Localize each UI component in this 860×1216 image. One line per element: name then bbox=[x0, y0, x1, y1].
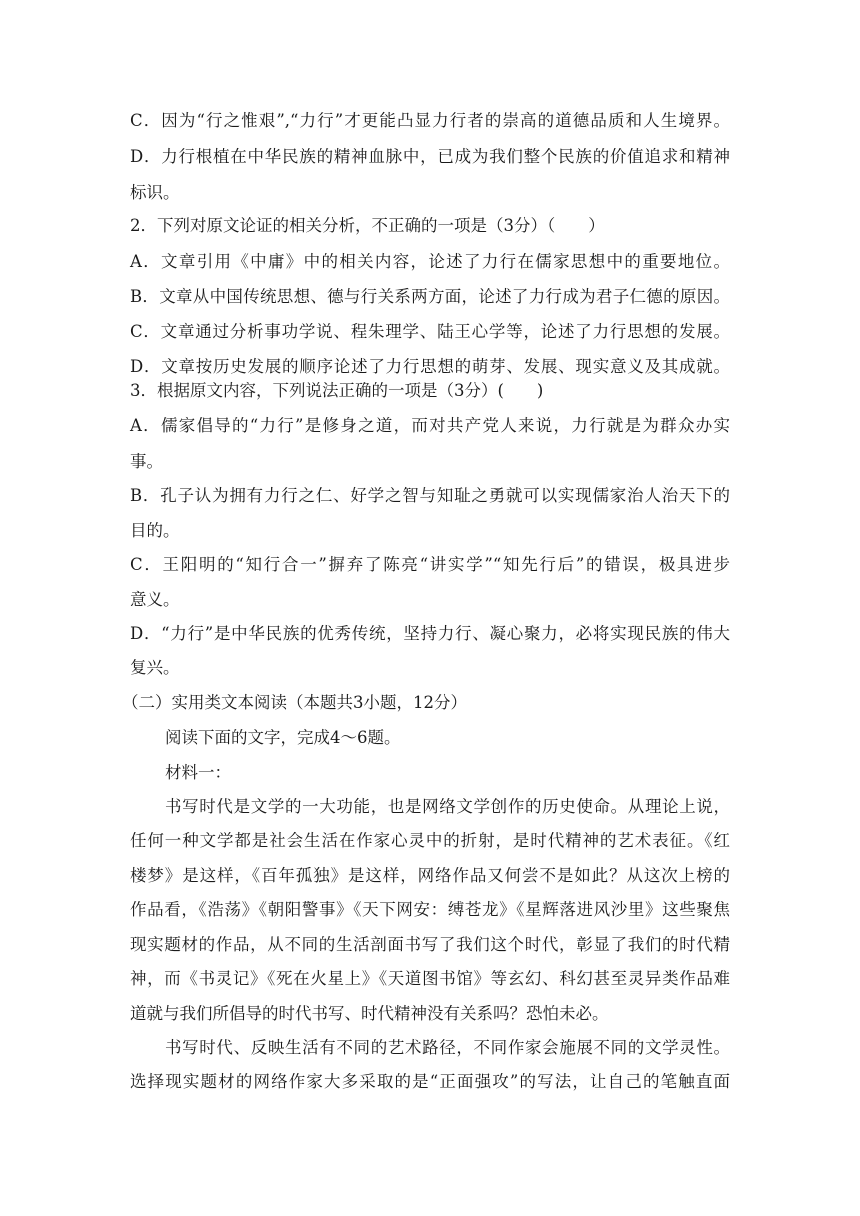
paragraph-line: 作品看，《浩荡》《朝阳警事》《天下网安：缚苍龙》《星辉落进风沙里》这些聚焦 bbox=[130, 900, 730, 919]
paragraph-line: 书写时代是文学的一大功能，也是网络文学创作的历史使命。从理论上说， bbox=[165, 797, 730, 816]
q3-option-d: D．“力行”是中华民族的优秀传统，坚持力行、凝心聚力，必将实现民族的伟大 bbox=[130, 624, 730, 643]
q3-option-c: C．王阳明的“知行合一”摒弃了陈亮“讲实学”“知先行后”的错误，极具进步 bbox=[130, 555, 730, 574]
paragraph-line: 神，而《书灵记》《死在火星上》《天道图书馆》等玄幻、科幻甚至灵异类作品难 bbox=[130, 969, 730, 988]
q2-option-a: A．文章引用《中庸》中的相关内容，论述了力行在儒家思想中的重要地位。 bbox=[130, 252, 730, 271]
q2-stem: 2．下列对原文论证的相关分析，不正确的一项是（3分）（ ） bbox=[130, 216, 605, 235]
q3-option-b: B．孔子认为拥有力行之仁、好学之智与知耻之勇就可以实现儒家治人治天下的 bbox=[130, 486, 730, 505]
q3-option-c-cont: 意义。 bbox=[130, 590, 180, 609]
paragraph-line: 任何一种文学都是社会生活在作家心灵中的折射，是时代精神的艺术表征。《红 bbox=[130, 831, 730, 850]
q1-option-d-cont: 标识。 bbox=[130, 183, 180, 202]
q3-stem: 3．根据原文内容，下列说法正确的一项是（3分）( ) bbox=[130, 381, 544, 400]
q3-option-a: A．儒家倡导的“力行”是修身之道，而对共产党人来说，力行就是为群众办实 bbox=[130, 416, 730, 435]
paragraph-line: 道就与我们所倡导的时代书写、时代精神没有关系吗？恐怕未必。 bbox=[130, 1004, 609, 1023]
q1-option-c: C．因为“行之惟艰”,“力行”才更能凸显力行者的崇高的道德品质和人生境界。 bbox=[130, 111, 730, 130]
paragraph-line: 楼梦》是这样，《百年孤独》是这样，网络作品又何尝不是如此？从这次上榜的 bbox=[130, 866, 730, 885]
paragraph-line: 现实题材的作品，从不同的生活剖面书写了我们这个时代，彰显了我们的时代精 bbox=[130, 935, 730, 954]
q2-option-c: C．文章通过分析事功学说、程朱理学、陆王心学等，论述了力行思想的发展。 bbox=[130, 322, 730, 341]
paragraph-line: 选择现实题材的网络作家大多采取的是“正面强攻”的写法，让自己的笔触直面 bbox=[130, 1072, 730, 1091]
q3-option-b-cont: 目的。 bbox=[130, 521, 180, 540]
reading-instruction: 阅读下面的文字，完成4～6题。 bbox=[165, 728, 401, 747]
q1-option-d: D．力行根植在中华民族的精神血脉中，已成为我们整个民族的价值追求和精神 bbox=[130, 147, 730, 166]
material-label: 材料一： bbox=[165, 763, 231, 782]
q2-option-b: B．文章从中国传统思想、德与行关系两方面，论述了力行成为君子仁德的原因。 bbox=[130, 287, 730, 306]
section-heading: （二）实用类文本阅读（本题共3小题，12分） bbox=[122, 693, 467, 712]
q3-option-a-cont: 事。 bbox=[130, 452, 163, 471]
q2-option-d: D．文章按历史发展的顺序论述了力行思想的萌芽、发展、现实意义及其成就。 bbox=[130, 357, 730, 376]
paragraph-line: 书写时代、反映生活有不同的艺术路径，不同作家会施展不同的文学灵性。 bbox=[165, 1038, 730, 1057]
q3-option-d-cont: 复兴。 bbox=[130, 658, 180, 677]
